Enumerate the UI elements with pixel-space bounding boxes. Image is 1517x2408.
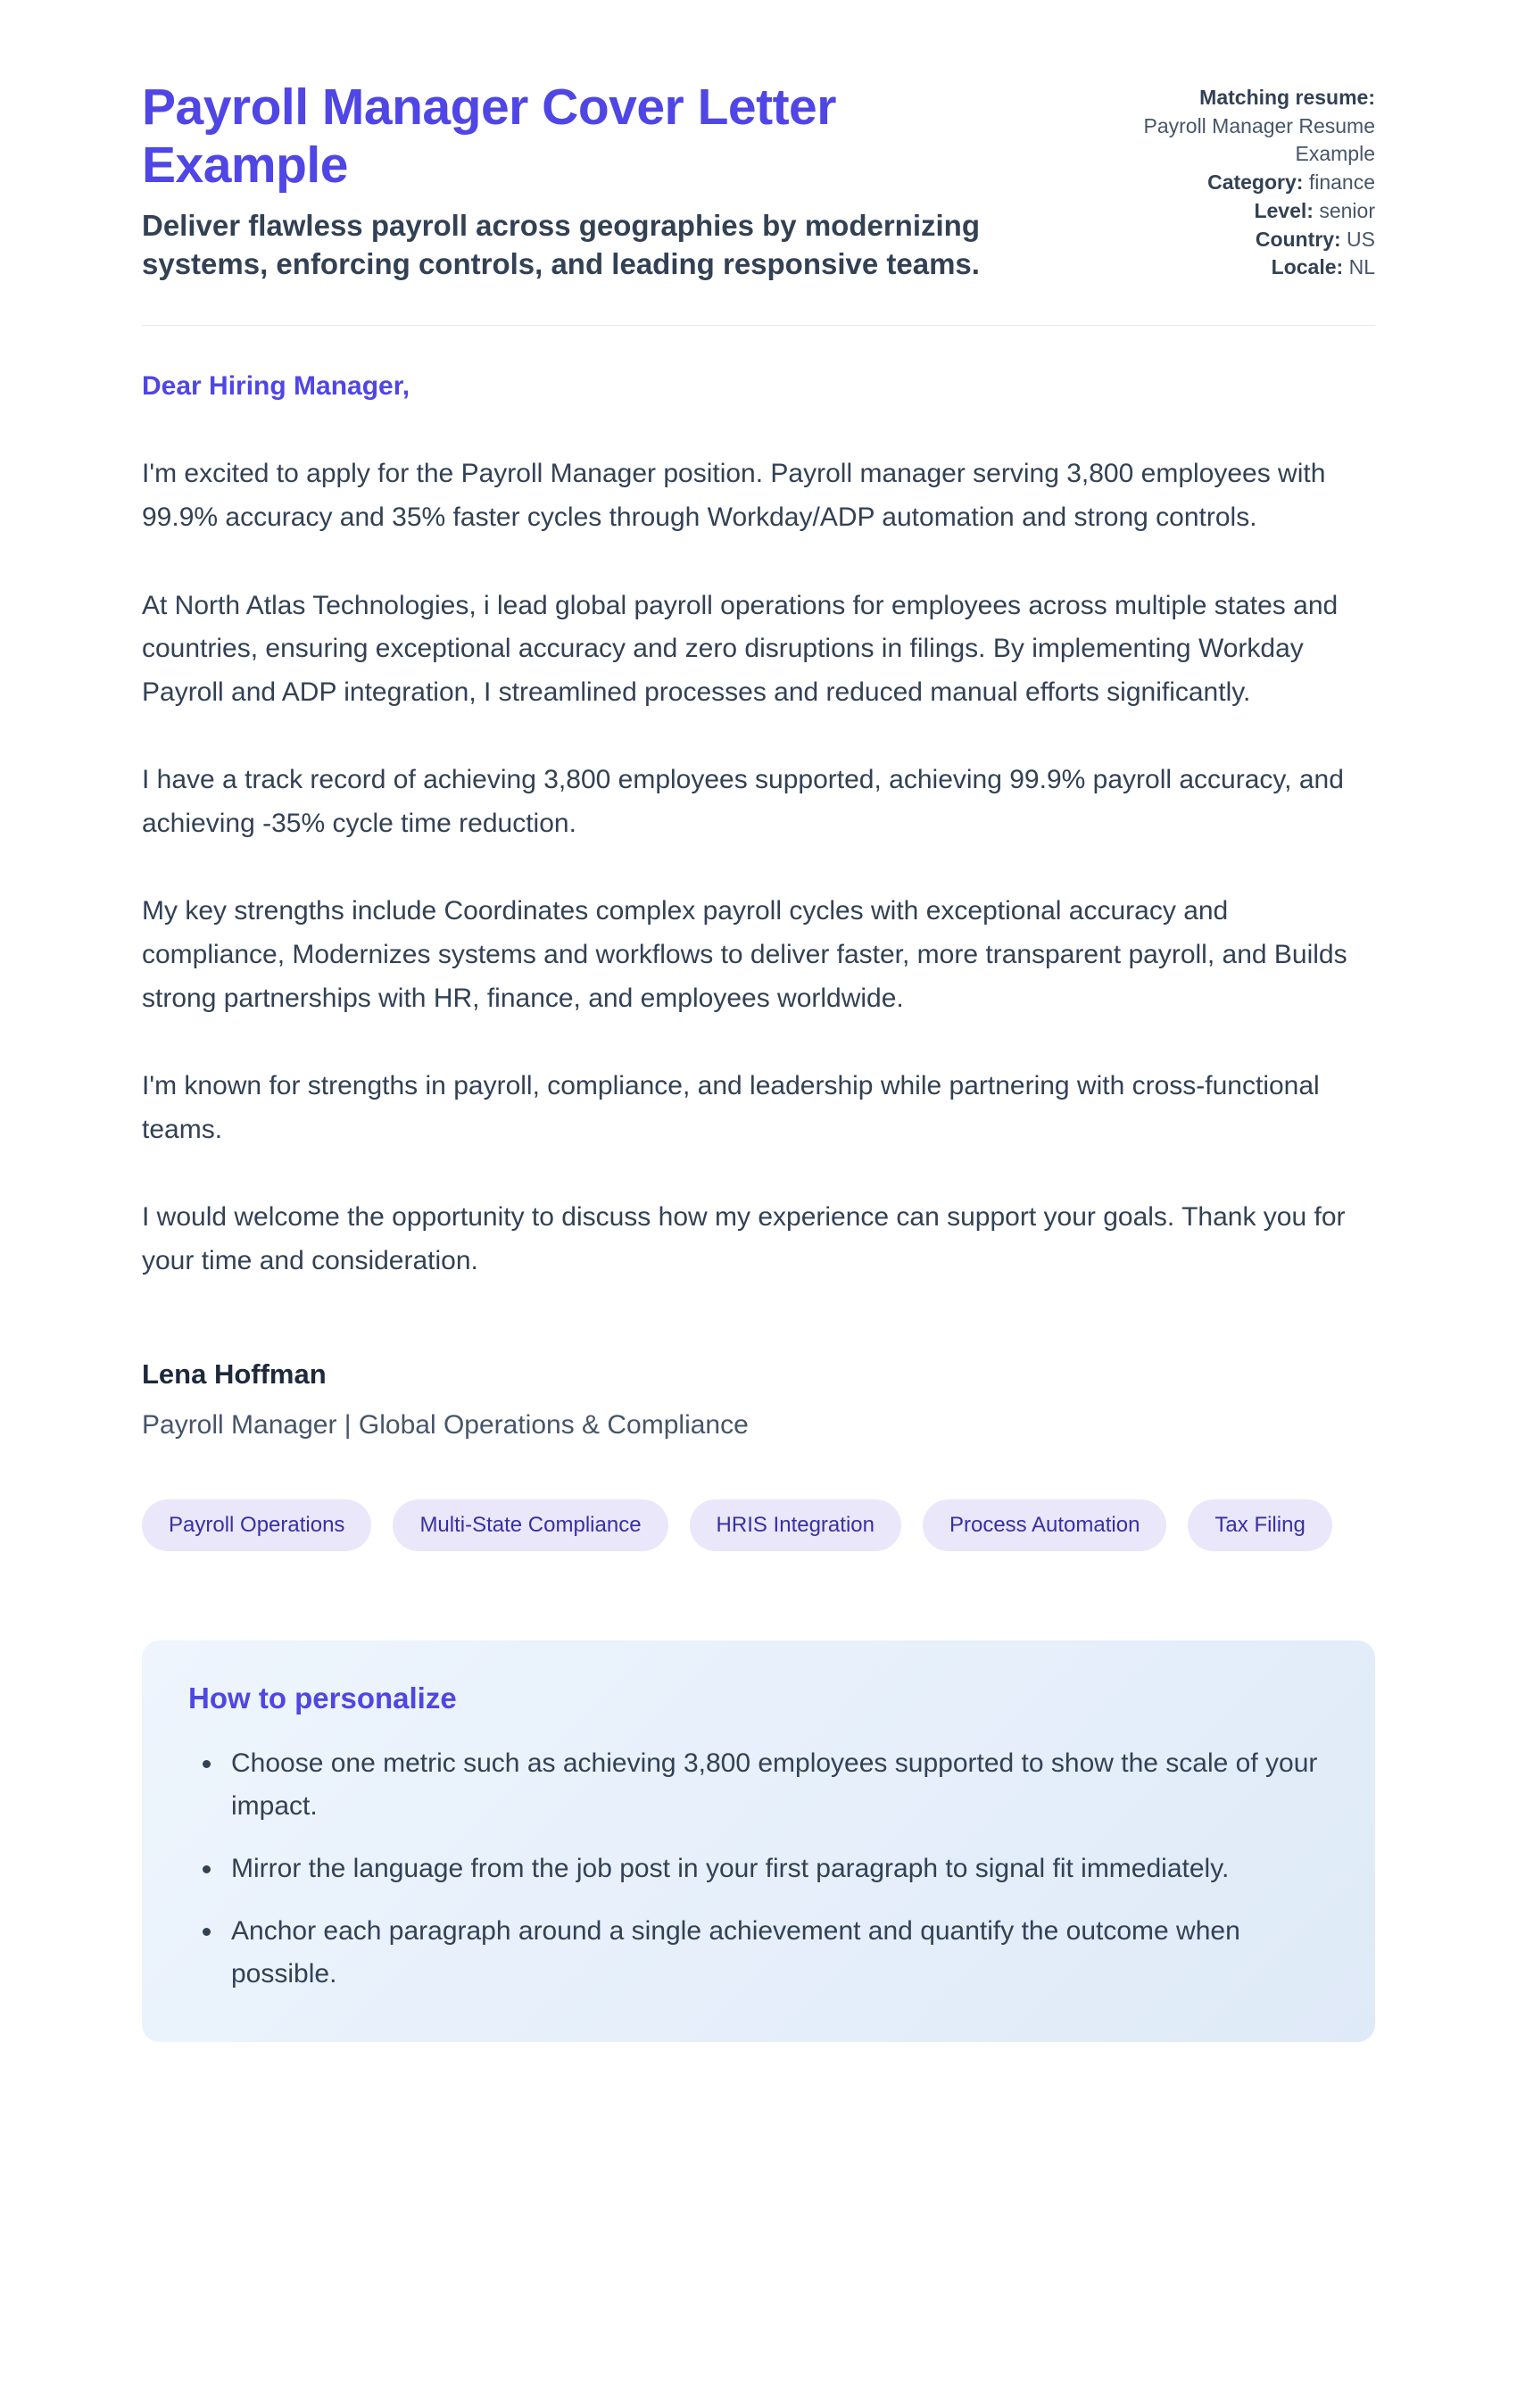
header-divider <box>142 325 1375 326</box>
tip-item: • Mirror the language from the job post in your first paragraph to signal fit immediately. <box>224 1848 1329 1890</box>
letter-paragraph: At North Atlas Technologies, i lead global payroll operations for employees across multiple states and countries, ensuring exceptional accuracy and zero disruptions in filings. By implementing Workday Payroll and ADP integration, I streamlined processes and reduced manual efforts significantly. <box>142 590 1339 707</box>
signature-name: Lena Hoffman <box>142 1358 327 1390</box>
meta-locale-label: Locale: <box>1271 255 1344 279</box>
meta-country-value: US <box>1347 227 1375 251</box>
meta-level-value: senior <box>1319 198 1375 222</box>
tag-pill[interactable]: Multi-State Compliance <box>393 1499 667 1551</box>
tag-pill[interactable]: Tax Filing <box>1188 1499 1331 1551</box>
greeting: Dear Hiring Manager, <box>142 370 410 401</box>
page-title: Payroll Manager Cover Letter Example <box>142 79 836 194</box>
tag-pill[interactable]: Process Automation <box>923 1499 1166 1551</box>
signature-role: Payroll Manager | Global Operations & Compliance <box>142 1409 749 1440</box>
meta-row-locale <box>1081 253 1375 282</box>
meta-category-label: Category: <box>1207 170 1304 195</box>
tip-item: • Anchor each paragraph around a single achievement and quantify the outcome when possible. <box>224 1910 1329 1996</box>
page-subtitle: Deliver flawless payroll across geographies by modernizing systems, enforcing controls, and leading responsive teams. <box>142 208 980 280</box>
letter-paragraph: I would welcome the opportunity to discuss how my experience can support your goals. Thank you for your time and consideration. <box>142 1202 1346 1276</box>
letter-paragraph: I'm known for strengths in payroll, compliance, and leadership while partnering with cross-functional teams. <box>142 1071 1320 1144</box>
header <box>142 79 1375 284</box>
signature-block <box>142 1357 1375 1444</box>
tips-heading: How to personalize <box>188 1681 457 1715</box>
tips-box <box>142 1640 1375 2042</box>
cover-letter-body <box>142 365 1375 1444</box>
header-title-block <box>142 79 999 284</box>
letter-paragraph: My key strengths include Coordinates complex payroll cycles with exceptional accuracy and compliance, Modernizes systems and workflows to deliver faster, more transparent payroll, and Builds strong partnerships with HR, finance, and employees worldwide. <box>142 896 1347 1013</box>
letter-paragraph: I have a track record of achieving 3,800 employees supported, achieving 99.9% payroll accuracy, and achieving -35% cycle time reduction. <box>142 765 1344 838</box>
tips-list <box>188 1742 1329 1996</box>
meta-matching-resume-value[interactable]: Payroll Manager Resume Example <box>1143 113 1375 166</box>
meta-category-value: finance <box>1308 170 1375 195</box>
meta-matching-resume-label: Matching resume: <box>1199 86 1375 109</box>
meta-row-category <box>1081 169 1375 197</box>
meta-matching-resume <box>1081 84 1375 169</box>
tag-list <box>142 1499 1375 1551</box>
tag-pill[interactable]: HRIS Integration <box>690 1499 901 1551</box>
meta-panel <box>1081 79 1375 282</box>
meta-locale-value: NL <box>1348 255 1375 279</box>
meta-row-country <box>1081 226 1375 254</box>
tip-item: • Choose one metric such as achieving 3,800 employees supported to show the scale of your impact. <box>224 1742 1329 1828</box>
meta-row-level <box>1081 197 1375 226</box>
tag-pill[interactable]: Payroll Operations <box>142 1499 371 1551</box>
meta-level-label: Level: <box>1254 198 1314 222</box>
page <box>142 0 1375 2042</box>
letter-paragraph: I'm excited to apply for the Payroll Manager position. Payroll manager serving 3,800 employees with 99.9% accuracy and 35% faster cycles through Workday/ADP automation and strong controls. <box>142 459 1326 532</box>
meta-country-label: Country: <box>1255 227 1341 251</box>
